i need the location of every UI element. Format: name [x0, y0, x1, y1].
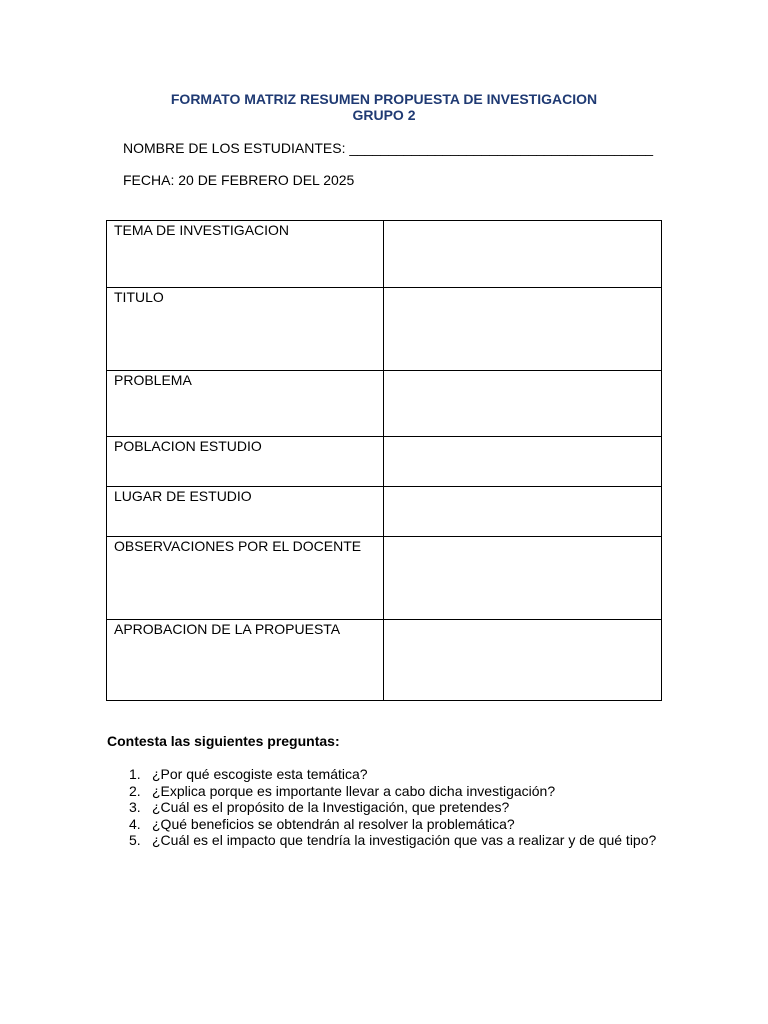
row-value-observaciones[interactable]: [384, 537, 662, 620]
list-item: [107, 799, 656, 816]
row-label-tema: TEMA DE INVESTIGACION: [107, 221, 384, 288]
row-value-titulo[interactable]: [384, 288, 662, 371]
table-row: [107, 487, 662, 537]
title-line-1: FORMATO MATRIZ RESUMEN PROPUESTA DE INVESTIGACION: [170, 91, 598, 107]
row-label-aprobacion: APROBACION DE LA PROPUESTA: [107, 620, 384, 701]
list-item: [107, 766, 656, 783]
table-row: [107, 620, 662, 701]
questions-heading: Contesta las siguientes preguntas:: [107, 733, 340, 749]
date-field: FECHA: 20 DE FEBRERO DEL 2025: [123, 172, 355, 188]
row-label-lugar: LUGAR DE ESTUDIO: [107, 487, 384, 537]
table-row: [107, 371, 662, 437]
table-row: [107, 221, 662, 288]
question-text: ¿Por qué escogiste esta temática?: [152, 766, 368, 782]
question-number: 4.: [129, 815, 141, 832]
list-item: [107, 816, 656, 833]
question-text: ¿Explica porque es importante llevar a cabo dicha investigación?: [152, 782, 556, 799]
question-text: ¿Qué beneficios se obtendrán al resolver la problemática?: [152, 815, 515, 832]
row-label-poblacion: POBLACION ESTUDIO: [107, 437, 384, 487]
question-number: 1.: [129, 766, 141, 782]
question-number: 3.: [129, 799, 141, 815]
question-text: ¿Cuál es el propósito de la Investigación, que pretendes?: [152, 799, 510, 815]
question-number: 5.: [129, 832, 141, 848]
table-row: [107, 288, 662, 371]
title-line-2: GRUPO 2: [352, 107, 416, 123]
row-value-problema[interactable]: [384, 371, 662, 437]
row-value-aprobacion[interactable]: [384, 620, 662, 701]
students-name-field[interactable]: NOMBRE DE LOS ESTUDIANTES: _______________________________________: [123, 140, 654, 156]
row-label-observaciones: OBSERVACIONES POR EL DOCENTE: [107, 537, 384, 620]
questions-list: [107, 766, 656, 849]
row-value-lugar[interactable]: [384, 487, 662, 537]
summary-matrix-table: [106, 220, 662, 701]
table-row: [107, 437, 662, 487]
document-title: [0, 91, 768, 123]
row-value-poblacion[interactable]: [384, 437, 662, 487]
table-row: [107, 537, 662, 620]
question-text: ¿Cuál es el impacto que tendría la investigación que vas a realizar y de qué tipo?: [152, 832, 657, 848]
row-label-titulo: TITULO: [107, 288, 384, 371]
list-item: [107, 783, 656, 800]
list-item: [107, 832, 656, 849]
row-label-problema: PROBLEMA: [107, 371, 384, 437]
row-value-tema[interactable]: [384, 221, 662, 288]
question-number: 2.: [129, 782, 141, 799]
